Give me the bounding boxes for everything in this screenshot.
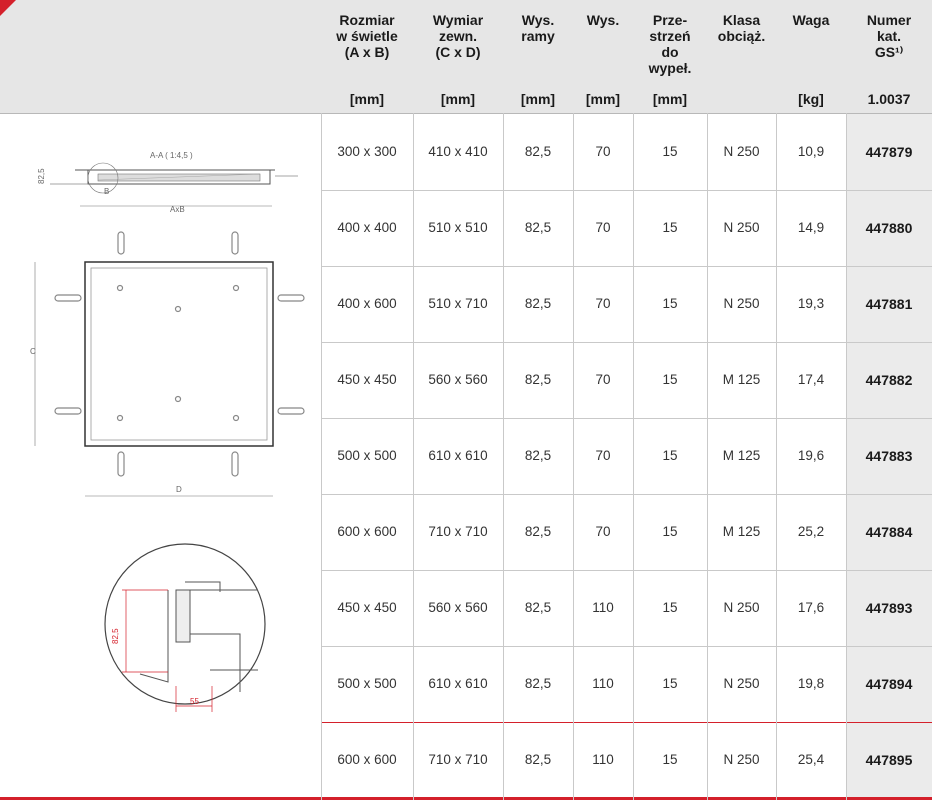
- table-cell: 600 x 600: [337, 524, 397, 539]
- detail-dim-82-5: 82,5: [111, 628, 120, 644]
- catalog-number: 447895: [865, 752, 913, 768]
- table-cell: 19,8: [797, 676, 825, 691]
- table-cell: 82,5: [524, 448, 552, 463]
- column-unit: 1.0037: [867, 91, 911, 107]
- table-cell: 17,4: [797, 372, 825, 387]
- catalog-number: 447884: [865, 524, 913, 540]
- grid-line: [503, 113, 504, 800]
- table-cell: 82,5: [524, 144, 552, 159]
- column-unit: [mm]: [585, 91, 621, 107]
- table-cell: 82,5: [524, 752, 552, 767]
- table-cell: 19,3: [797, 296, 825, 311]
- header-col-3: [573, 0, 633, 113]
- table-cell: 10,9: [797, 144, 825, 159]
- column-header: Klasa obciąż.: [717, 12, 766, 44]
- table-cell: 70: [595, 296, 611, 311]
- corner-marker: [0, 0, 16, 16]
- table-cell: M 125: [722, 448, 761, 463]
- table-cell: 560 x 560: [428, 600, 488, 615]
- table-cell: 15: [662, 676, 678, 691]
- grid-line: [846, 113, 847, 800]
- table-cell: 15: [662, 144, 678, 159]
- table-cell: 300 x 300: [337, 144, 397, 159]
- grid-line: [413, 113, 414, 800]
- table-cell: 25,4: [797, 752, 825, 767]
- table-cell: M 125: [722, 372, 761, 387]
- section-label: A-A ( 1:4,5 ): [150, 151, 193, 160]
- column-header: Rozmiar w świetle (A x B): [336, 12, 398, 60]
- table-cell: N 250: [723, 144, 760, 159]
- table-cell: 15: [662, 524, 678, 539]
- table-cell: 400 x 600: [337, 296, 397, 311]
- table-cell: 15: [662, 296, 678, 311]
- header-col-0: [321, 0, 413, 113]
- header-col-5: [707, 0, 776, 113]
- catalog-number: 447882: [865, 372, 913, 388]
- grid-line: [321, 113, 322, 800]
- table-cell: 450 x 450: [337, 372, 397, 387]
- table-cell: 610 x 610: [428, 448, 488, 463]
- table-cell: 610 x 610: [428, 676, 488, 691]
- label-d: D: [176, 485, 182, 494]
- table-cell: 70: [595, 524, 611, 539]
- table-cell: 450 x 450: [337, 600, 397, 615]
- column-unit: [mm]: [652, 91, 688, 107]
- grid-line: [707, 113, 708, 800]
- table-cell: 15: [662, 448, 678, 463]
- table-cell: 82,5: [524, 220, 552, 235]
- grid-line: [633, 113, 634, 800]
- catalog-number: 447881: [865, 296, 913, 312]
- table-cell: 560 x 560: [428, 372, 488, 387]
- table-cell: 70: [595, 448, 611, 463]
- table-cell: 70: [595, 144, 611, 159]
- table-cell: 410 x 410: [428, 144, 488, 159]
- table-cell: 82,5: [524, 600, 552, 615]
- table-cell: 510 x 710: [428, 296, 488, 311]
- table-cell: 400 x 400: [337, 220, 397, 235]
- table-cell: 25,2: [797, 524, 825, 539]
- table-cell: M 125: [722, 524, 761, 539]
- header-col-7: [846, 0, 932, 113]
- table-cell: 500 x 500: [337, 676, 397, 691]
- header-col-1: [413, 0, 503, 113]
- column-header: Numer kat. GS¹⁾: [866, 12, 912, 60]
- table-cell: 70: [595, 220, 611, 235]
- table-cell: 82,5: [524, 524, 552, 539]
- catalog-number: 447893: [865, 600, 913, 616]
- catalog-number: 447883: [865, 448, 913, 464]
- header-col-6: [776, 0, 846, 113]
- catalog-number: 447879: [865, 144, 913, 160]
- column-header: Wys. ramy: [521, 12, 555, 44]
- label-axb: AxB: [170, 205, 185, 214]
- column-unit: [kg]: [798, 91, 824, 107]
- table-cell: 70: [595, 372, 611, 387]
- table-cell: 17,6: [797, 600, 825, 615]
- column-header: Waga: [792, 12, 830, 28]
- table-cell: 15: [662, 600, 678, 615]
- table-cell: 510 x 510: [428, 220, 488, 235]
- label-b: B: [104, 187, 110, 196]
- section-dim-82-5: 82,5: [37, 168, 46, 184]
- header-col-2: [503, 0, 573, 113]
- table-cell: 19,6: [797, 448, 825, 463]
- grid-line: [776, 113, 777, 800]
- technical-drawing: [0, 114, 321, 800]
- table-cell: 15: [662, 752, 678, 767]
- table-cell: N 250: [723, 600, 760, 615]
- detail-dim-55: 55: [190, 697, 199, 706]
- table-cell: 710 x 710: [428, 524, 488, 539]
- header-left-blank: [0, 0, 321, 113]
- table-cell: 15: [662, 372, 678, 387]
- table-cell: 82,5: [524, 676, 552, 691]
- table-cell: 82,5: [524, 296, 552, 311]
- table-cell: 110: [592, 600, 614, 615]
- table-cell: 110: [592, 676, 614, 691]
- table-cell: 15: [662, 220, 678, 235]
- table-cell: 110: [592, 752, 614, 767]
- table-cell: 82,5: [524, 372, 552, 387]
- catalog-number: 447880: [865, 220, 913, 236]
- table-cell: 600 x 600: [337, 752, 397, 767]
- table-cell: N 250: [723, 296, 760, 311]
- column-header: Wymiar zewn. (C x D): [432, 12, 484, 60]
- table-cell: 710 x 710: [428, 752, 488, 767]
- label-c: C: [30, 347, 36, 356]
- column-unit: [mm]: [440, 91, 476, 107]
- table-cell: N 250: [723, 676, 760, 691]
- column-unit: [mm]: [349, 91, 385, 107]
- table-cell: N 250: [723, 220, 760, 235]
- column-header: Wys.: [586, 12, 620, 28]
- table-cell: 500 x 500: [337, 448, 397, 463]
- header-col-4: [633, 0, 707, 113]
- column-unit: [mm]: [520, 91, 556, 107]
- catalog-number: 447894: [865, 676, 913, 692]
- table-cell: N 250: [723, 752, 760, 767]
- table-cell: 14,9: [797, 220, 825, 235]
- grid-line: [573, 113, 574, 800]
- column-header: Prze- strzeń do wypeł.: [648, 12, 692, 76]
